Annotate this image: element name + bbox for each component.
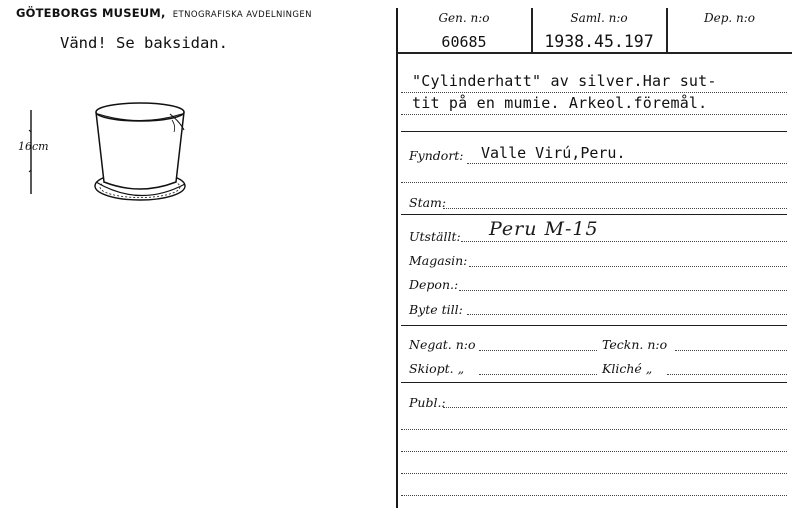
rule-publ-4	[401, 473, 787, 474]
publ-label: Publ.:	[409, 395, 446, 410]
rule-fyndort	[467, 163, 787, 164]
rule-publ-2	[401, 429, 787, 430]
rule-byte	[467, 314, 787, 315]
rule-skiopt	[479, 374, 597, 375]
gen-number-label: Gen. n:o	[438, 11, 490, 25]
rule-negat	[479, 350, 597, 351]
rule-desc-2	[401, 114, 787, 115]
card-top-box-bottom	[397, 52, 792, 54]
dep-number-label: Dep. n:o	[703, 11, 756, 25]
rule-desc-1	[401, 92, 787, 93]
rule-stam	[443, 208, 787, 209]
gen-number-value: 60685	[441, 33, 487, 51]
catalogue-card	[397, 8, 792, 508]
scale-label: 16cm	[18, 140, 49, 153]
rule-fyndort-2	[401, 182, 787, 183]
top-hat-sketch-icon	[22, 96, 212, 226]
left-half	[0, 0, 396, 514]
fyndort-label: Fyndort:	[409, 148, 464, 163]
rule-publ-3	[401, 451, 787, 452]
rule-publ-5	[401, 495, 787, 496]
magasin-label: Magasin:	[409, 253, 468, 268]
teckn-label: Teckn. n:o	[602, 337, 668, 352]
saml-number-label: Saml. n:o	[570, 11, 628, 25]
kliche-label: Kliché „	[602, 361, 653, 376]
fyndort-value: Valle Virú,Peru.	[481, 144, 626, 162]
section-rule-2	[401, 214, 787, 215]
utstallt-label: Utställt:	[409, 229, 461, 244]
museum-header	[16, 6, 312, 20]
saml-number-value: 1938.45.197	[544, 32, 654, 51]
section-rule-4	[401, 382, 787, 383]
negat-label: Negat. n:o	[409, 337, 476, 352]
rule-depon	[459, 290, 787, 291]
turn-over-note: Vänd! Se baksidan.	[60, 34, 228, 52]
description-line-2: tit på en mumie. Arkeol.föremål.	[412, 94, 708, 112]
rule-teckn	[675, 350, 787, 351]
rule-publ-1	[443, 407, 787, 408]
section-rule-3	[401, 325, 787, 326]
description-line-1: "Cylinderhatt" av silver.Har sut-	[412, 72, 717, 90]
department-name: ETNOGRAFISKA AVDELNINGEN	[172, 10, 312, 20]
rule-kliche	[667, 374, 787, 375]
byte-till-label: Byte till:	[409, 302, 463, 317]
depon-label: Depon.:	[409, 277, 459, 292]
rule-magasin	[469, 266, 787, 267]
skiopt-label: Skiopt. „	[409, 361, 465, 376]
stam-label: Stam:	[409, 195, 447, 210]
section-rule-1	[401, 131, 787, 132]
museum-name: GÖTEBORGS MUSEUM,	[16, 6, 166, 20]
rule-utstallt	[461, 241, 787, 242]
utstallt-value: Peru M-15	[489, 218, 599, 240]
